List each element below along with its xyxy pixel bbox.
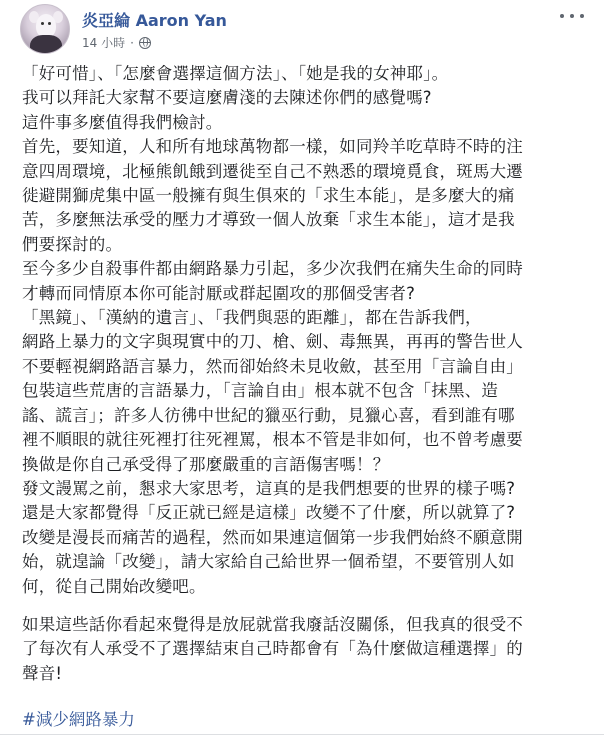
divider (0, 734, 604, 735)
post-paragraph-end: 如果這些話你看起來覺得是放屁就當我廢話沒關係，但我真的很受不 了每次有人承受不了選擇結束自己時都會有「為什麼做這種選擇」的 聲音! (22, 614, 523, 683)
post-content (22, 62, 594, 686)
post-meta (82, 34, 151, 51)
author-name[interactable]: 炎亞綸 Aaron Yan (82, 11, 227, 30)
post-header (12, 4, 592, 56)
avatar[interactable] (20, 4, 70, 54)
globe-icon[interactable] (139, 37, 151, 49)
post-paragraph-main: 「好可惜」、「怎麼會選擇這個方法」、「她是我的女神耶」。 我可以拜託大家幫不要這麼膚淺的去陳述你們的感覺嗎? 這件事多麼值得我們檢討。 首先，要知道，人和所有地球萬物都一樣，如同羚羊吃草時不時的注 意四周環境，北極熊飢餓到遷徙至自己不熟悉的環境覓食，斑馬大遷 徙避開獅虎集中區一般擁有與生俱來的「求生本能」，是多麼大的痛 苦，多麼無法承受的壓力才導致一個人放棄「求生本能」，這才是我 們要探討的。 至今多少自殺事件都由網路暴力引起，多少次我們在痛失生命的同時 才轉而同情原本你可能討厭或群起圍攻的那個受害者? 「黑鏡」、「漢納的遺言」、「我們與惡的距離」，都在告訴我們， 網路上暴力的文字與現實中的刀、槍、劍、毒無異，再再的警告世人 不要輕視網路語言暴力，然而卻始終未見收斂，甚至用「言論自由」 包裝這些荒唐的言語暴力，「言論自由」根本就不包含「抹黑、造 謠、謊言」；許多人彷彿中世紀的獵巫行動，見獵心喜，看到誰有哪 裡不順眼的就往死裡打往死裡罵，根本不管是非如何，也不曾考慮要 換做是你自己承受得了那麼嚴重的言語傷害嗎！？ 發文謾罵之前，懇求大家思考，這真的是我們想要的世界的樣子嗎? 還是大家都覺得「反正就已經是這樣」改變不了什麼，所以就算了? 改變是漫長而痛苦的過程，然而如果連這個第一步我們始終不願意開 始，就遑論「改變」，請大家給自己給世界一個希望，不要管別人如 何，從自己開始改變吧。 (22, 64, 523, 596)
meta-separator: · (130, 35, 134, 50)
more-icon[interactable] (560, 10, 584, 22)
hashtag-link[interactable]: #減少網路暴力 (22, 710, 135, 729)
post-timestamp[interactable]: 14 小時 (82, 36, 126, 50)
